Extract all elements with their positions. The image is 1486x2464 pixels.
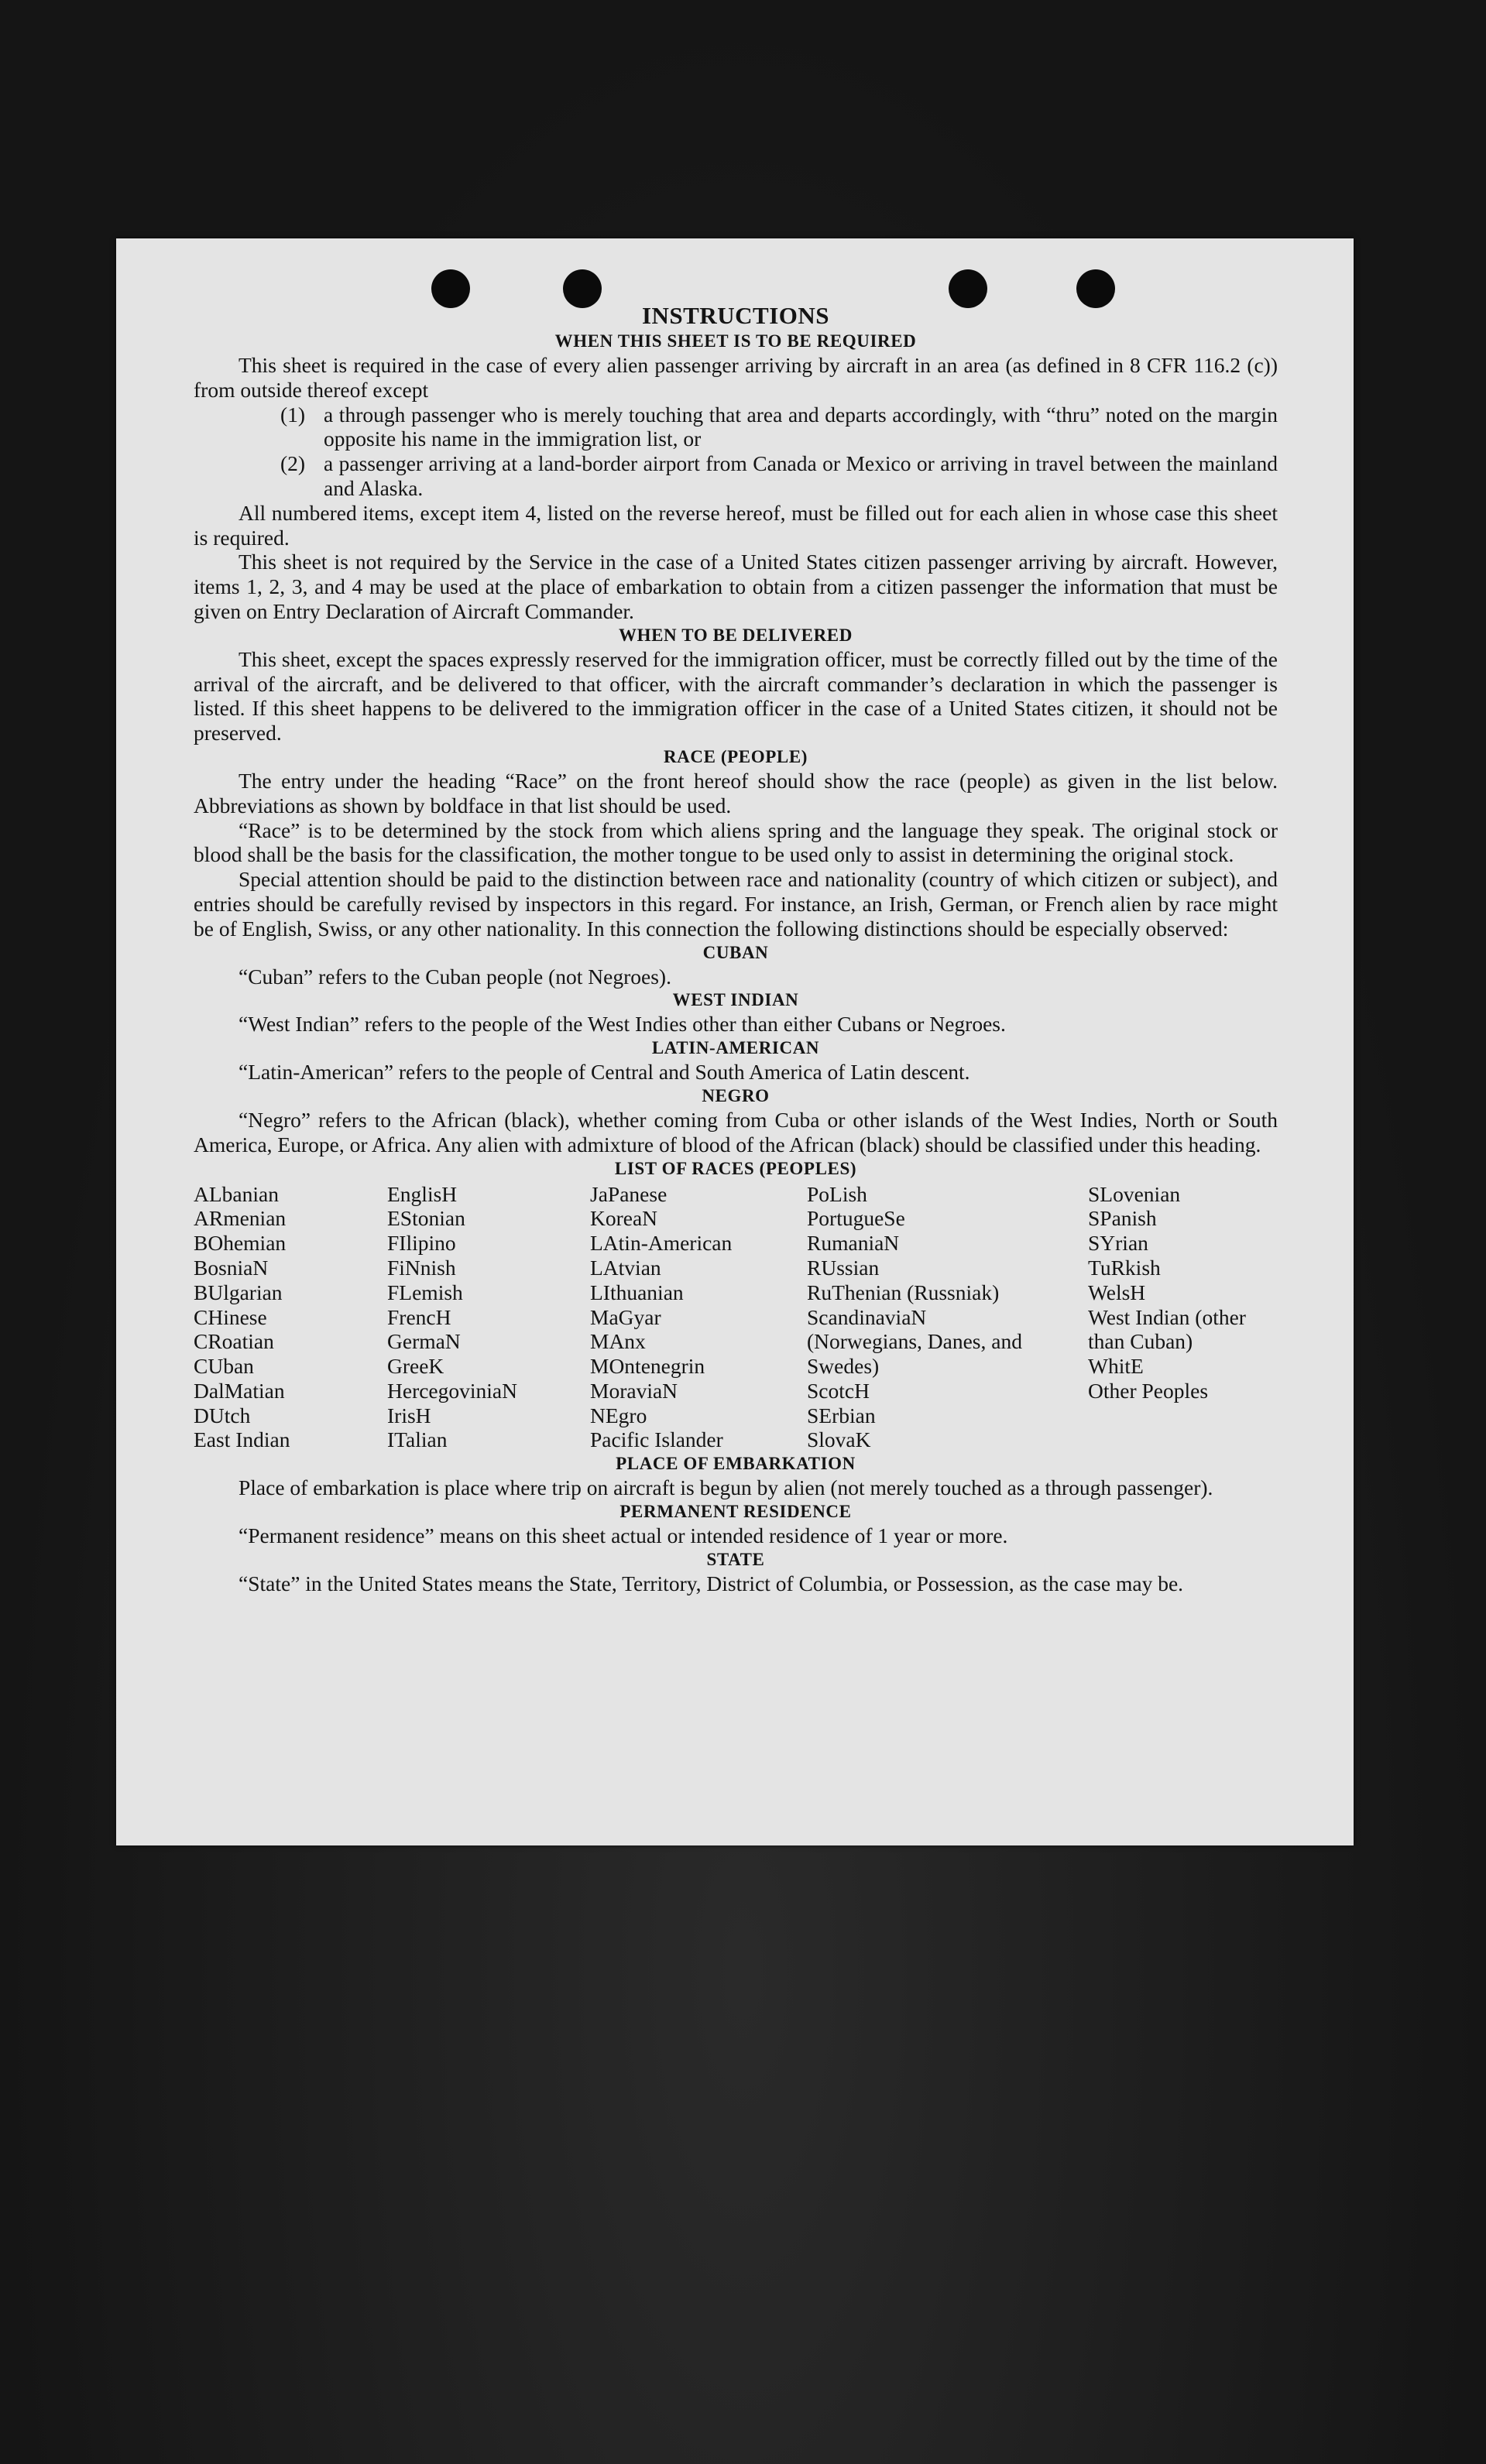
race-item: West Indian (other than Cuban) [1088,1304,1246,1354]
paragraph-cuban: “Cuban” refers to the Cuban people (not Negroes). [239,964,671,989]
race-item: RumaniaN [807,1231,900,1256]
paragraph-race-2: “Race” is to be determined by the stock from which aliens spring and the language they speak. The original stock or blood shall be the basis for the classification, the mother tongue to be used only to assist in determining the original stock. [194,817,1278,867]
race-item: IrisH [387,1403,431,1427]
heading-race: RACE (PEOPLE) [663,746,808,766]
race-item: BUlgarian [194,1280,283,1304]
race-item: GermaN [387,1329,461,1354]
race-item: RUssian [807,1255,880,1280]
race-item: FrencH [387,1304,451,1329]
race-item: WhitE [1088,1354,1144,1379]
race-item: RuThenian (Russniak) [807,1280,1000,1304]
race-item: DalMatian [194,1378,285,1403]
race-item: MaGyar [590,1304,661,1329]
heading-when-required: WHEN THIS SHEET IS TO BE REQUIRED [554,331,917,351]
race-item: EStonian [387,1206,465,1231]
race-item: SlovaK [807,1427,871,1452]
race-item: FIlipino [387,1231,456,1256]
heading-west-indian: WEST INDIAN [672,990,799,1010]
paragraph-residence: “Permanent residence” means on this sheet actual or intended residence of 1 year or more. [239,1523,1008,1548]
race-list [194,1182,1278,1453]
paragraph-west-indian: “West Indian” refers to the people of the West Indies other than either Cubans or Negroes. [239,1012,1006,1037]
race-item: PoLish [807,1181,867,1206]
race-item: MoraviaN [590,1378,678,1403]
page-title: INSTRUCTIONS [641,302,829,329]
heading-latin-american: LATIN-AMERICAN [651,1038,820,1058]
race-item: FiNnish [387,1255,456,1280]
heading-state: STATE [706,1549,765,1569]
race-item: ScotcH [807,1378,870,1403]
list-text: a through passenger who is merely touching that area and departs accordingly, with “thru” noted on the margin opposite his name in the immigration list, or [324,402,1278,451]
race-item: BOhemian [194,1231,287,1256]
race-item: ALbanian [194,1181,279,1206]
race-item: TuRkish [1088,1255,1161,1280]
race-item: HercegoviniaN [387,1378,517,1403]
heading-list-of-races: LIST OF RACES (PEOPLES) [614,1158,857,1178]
list-number: (1) [280,402,306,427]
race-column-5 [1088,1182,1278,1453]
race-column-3 [590,1182,807,1453]
race-column-2 [387,1182,590,1453]
race-item: MOntenegrin [590,1354,705,1379]
paragraph-negro: “Negro” refers to the African (black), whether coming from Cuba or other islands of the West Indies, North or South America, Europe, or Africa. Any alien with admixture of blood of the African (black) should be classified under this heading. [194,1107,1278,1157]
heading-when-delivered: WHEN TO BE DELIVERED [619,625,853,645]
race-item: SYrian [1088,1231,1148,1256]
race-item: KoreaN [590,1206,658,1231]
race-item: East Indian [194,1427,290,1452]
race-item: Pacific Islander [590,1427,723,1452]
race-item: EnglisH [387,1181,458,1206]
list-item-exception-1 [194,403,1278,452]
paragraph-when-delivered: This sheet, except the spaces expressly reserved for the immigration officer, must be correctly filled out by the time of the arrival of the aircraft, and be delivered to that officer, with the aircraft commander’s declaration in which the passenger is listed. If this sheet happens to be delivered to the immigration officer in the case of a United States citizen, it should not be preserved. [194,646,1278,745]
race-item: LAtin-American [590,1231,733,1256]
instructions-content [194,302,1278,1596]
race-item: WelsH [1088,1280,1146,1304]
race-item: CUban [194,1354,254,1379]
list-number: (2) [280,451,306,476]
race-item: ITalian [387,1427,448,1452]
paragraph-race-3: Special attention should be paid to the distinction between race and nationality (country of which citizen or subject), and entries should be carefully revised by inspectors in this regard. For instance, an Irish, German, or French alien by race might be of English, Swiss, or any other nationality. In this connection the following distinctions should be especially observed: [194,867,1278,941]
race-item: NEgro [590,1403,647,1427]
paragraph-latin-american: “Latin-American” refers to the people of Central and South America of Latin descent. [239,1060,970,1085]
race-item: JaPanese [590,1181,667,1206]
paragraph-state: “State” in the United States means the State, Territory, District of Columbia, or Possession, as the case may be. [239,1571,1184,1595]
race-item: PortugueSe [807,1206,905,1231]
race-item: ARmenian [194,1206,287,1231]
race-item: SErbian [807,1403,876,1427]
paragraph-citizen: This sheet is not required by the Service in the case of a United States citizen passenger arriving by aircraft. However, items 1, 2, 3, and 4 may be used at the place of embarkation to obtain from a citizen passenger the information that must be given on Entry Declaration of Aircraft Commander. [194,550,1278,623]
list-item-exception-2 [194,451,1278,501]
race-item: MAnx [590,1329,646,1354]
paragraph-race-1: The entry under the heading “Race” on the front hereof should show the race (people) as given in the list below. Abbreviations as shown by boldface in that list should be used. [194,768,1278,817]
race-item: Other Peoples [1088,1378,1209,1403]
paragraph-when-required-intro: This sheet is required in the case of every alien passenger arriving by aircraft in an area (as defined in 8 CFR 116.2 (c)) from outside thereof except [194,353,1278,402]
heading-residence: PERMANENT RESIDENCE [619,1502,852,1522]
race-column-1 [194,1182,387,1453]
list-text: a passenger arriving at a land-border airport from Canada or Mexico or arriving in travel between the mainland and Alaska. [324,451,1278,500]
race-item: CRoatian [194,1329,274,1354]
heading-cuban: CUBAN [702,942,769,962]
race-item: CHinese [194,1304,267,1329]
paragraph-numbered-items: All numbered items, except item 4, listed on the reverse hereof, must be filled out for each alien in whose case this sheet is required. [194,500,1278,550]
race-column-4 [807,1182,1088,1453]
race-item: FLemish [387,1280,463,1304]
document-sheet [116,238,1354,1845]
race-item: DUtch [194,1403,251,1427]
race-item: SPanish [1088,1206,1157,1231]
heading-embarkation: PLACE OF EMBARKATION [616,1454,856,1474]
paragraph-embarkation: Place of embarkation is place where trip on aircraft is begun by alien (not merely touched as a through passenger). [239,1475,1213,1500]
race-item: ScandinaviaN (Norwegians, Danes, and Swedes) [807,1304,1022,1379]
race-item: LAtvian [590,1255,661,1280]
race-item: SLovenian [1088,1181,1181,1206]
race-item: LIthuanian [590,1280,684,1304]
race-item: GreeK [387,1354,444,1379]
race-item: BosniaN [194,1255,269,1280]
heading-negro: NEGRO [702,1085,770,1105]
